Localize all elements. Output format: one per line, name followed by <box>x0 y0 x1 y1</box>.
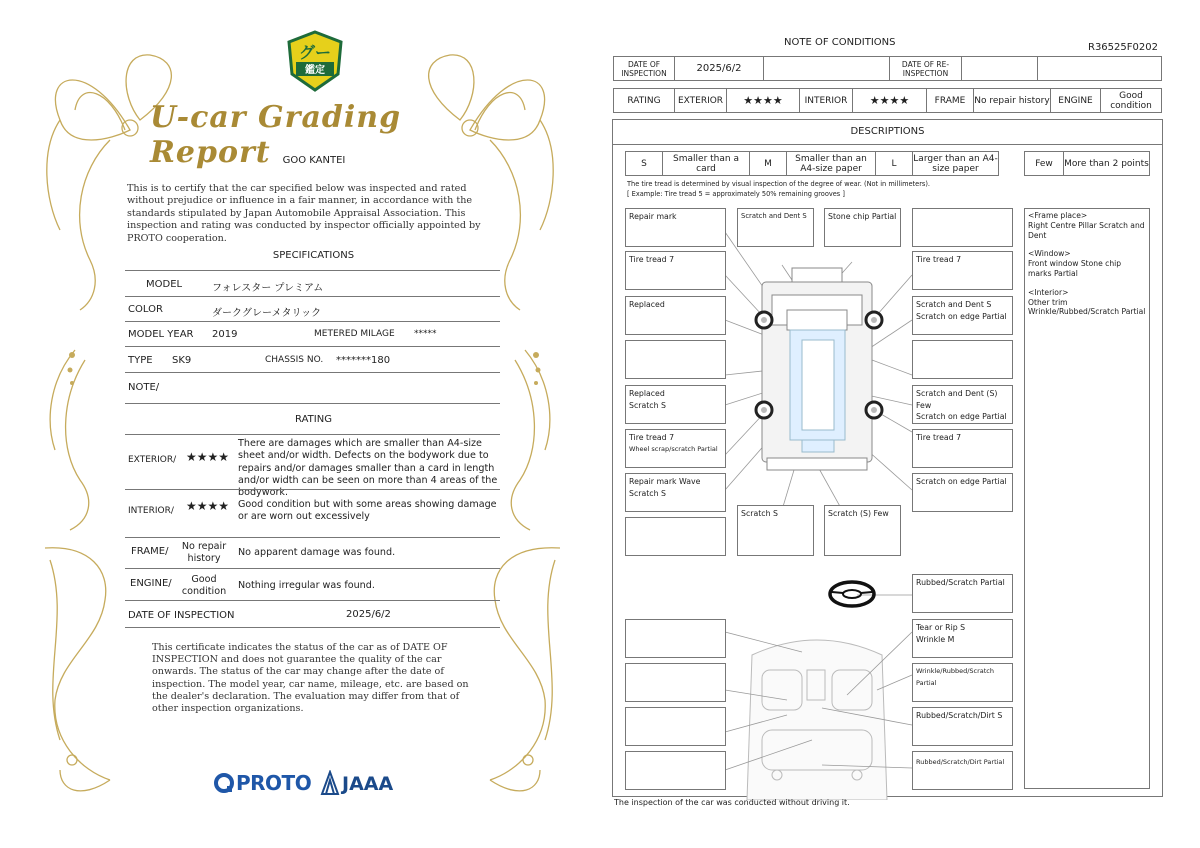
divider <box>125 296 500 297</box>
ext-box-text: Replaced <box>629 389 665 398</box>
ext-box-r7 <box>912 473 1013 512</box>
date-of-inspection-label: DATE OF INSPECTION <box>128 610 235 621</box>
ext-box-l3 <box>625 296 726 335</box>
window-note: Front window Stone chip marks Partial <box>1028 259 1122 278</box>
side-notes-box <box>1024 208 1150 789</box>
date-of-inspection-value: 2025/6/2 <box>346 609 391 620</box>
model-year-label: MODEL YEAR <box>128 329 194 340</box>
reinspection-blank-cell <box>961 56 1038 81</box>
ext-box-text: Scratch and Dent S <box>916 300 992 309</box>
jaaa-logo-text: JAAA <box>342 773 394 795</box>
ext-box-r1 <box>912 208 1013 247</box>
tire-example: [ Example: Tire tread 5 = approximately 50% remaining grooves ] <box>627 190 845 198</box>
steering-wheel-icon <box>830 582 874 606</box>
legend-l: L <box>875 151 913 176</box>
legend-m-desc: Smaller than an A4-size paper <box>786 151 876 176</box>
ext-box-text: Replaced <box>629 300 665 309</box>
interior-note-2: Wrinkle/Rubbed/Scratch Partial <box>1028 307 1146 317</box>
divider <box>125 372 500 373</box>
int-box-text: Rubbed/Scratch/Dirt S <box>916 711 1003 720</box>
model-year-value: 2019 <box>212 329 238 340</box>
divider <box>125 270 500 271</box>
ext-box-text: Scratch and Dent (S) Few <box>916 389 998 410</box>
int-box-l2 <box>625 663 726 702</box>
ext-box-text: Wheel scrap/scratch Partial <box>629 444 718 453</box>
type-label: TYPE <box>128 355 153 366</box>
int-box-text: Rubbed/Scratch Partial <box>916 578 1005 587</box>
frame-place-note: Right Centre Pillar Scratch and Dent <box>1028 220 1145 240</box>
frame-value: No repair history <box>181 541 227 564</box>
svg-text:鑑定: 鑑定 <box>305 65 325 76</box>
color-value: ダークグレーメタリック <box>212 308 322 319</box>
metered-milage-label: METERED MILAGE <box>314 329 395 339</box>
exterior-description: There are damages which are smaller than A4-size sheet and/or width. Defects on the bodywork due to repairs and/or damages smaller than a card in length and/or width can be seen on more than 4 areas of the bodywork. <box>238 438 498 499</box>
legend-few-desc: More than 2 points <box>1063 151 1150 176</box>
specifications-title: SPECIFICATIONS <box>272 250 355 261</box>
ext-box-l8 <box>625 517 726 556</box>
date-of-inspection-label: DATE OF INSPECTION <box>613 56 675 81</box>
divider <box>125 600 500 601</box>
frame-label: FRAME/ <box>131 546 169 557</box>
divider <box>125 489 500 490</box>
model-value: フォレスター プレミアム <box>212 283 324 294</box>
window-label: <Window> <box>1028 249 1071 259</box>
ext-box-text: Scratch on edge Partial <box>916 412 1007 421</box>
exterior-stars: ★★★★ <box>186 450 230 464</box>
rating-title: RATING <box>295 414 332 425</box>
int-box-text: Tear or Rip S <box>916 623 966 632</box>
metered-milage-value: ***** <box>414 329 437 339</box>
type-value: SK9 <box>172 355 192 366</box>
divider <box>125 627 500 628</box>
ext-box-text: Scratch on edge Partial <box>916 311 1007 321</box>
ext-box-b2 <box>824 505 901 556</box>
engine-label: ENGINE <box>1050 88 1101 113</box>
exterior-label: EXTERIOR <box>674 88 727 113</box>
chassis-value: *******180 <box>336 355 391 366</box>
ext-box-t1 <box>737 208 814 247</box>
engine-value: Good condition <box>181 574 227 597</box>
exterior-label: EXTERIOR/ <box>128 455 177 465</box>
ext-box-text: Stone chip Partial <box>828 212 897 221</box>
legend-l-desc: Larger than an A4-size paper <box>912 151 999 176</box>
report-subtitle: GOO KANTEI <box>282 155 346 166</box>
ext-box-text: Scratch on edge Partial <box>916 477 1007 486</box>
divider <box>125 434 500 435</box>
ext-box-r6 <box>912 429 1013 468</box>
divider <box>125 537 500 538</box>
ext-box-l2 <box>625 251 726 290</box>
ext-box-text: Scratch S <box>629 488 666 498</box>
report-title: U-car Grading Report <box>150 100 402 170</box>
ext-box-text: Tire tread 7 <box>916 255 962 264</box>
report-id: R36525F0202 <box>1088 42 1158 53</box>
int-box-text: Wrinkle/Rubbed/Scratch Partial <box>916 667 994 687</box>
divider <box>125 346 500 347</box>
color-label: COLOR <box>128 304 163 315</box>
model-label: MODEL <box>146 279 183 290</box>
ext-box-text: Tire tread 7 <box>916 433 962 442</box>
closing-text: This certificate indicates the status of the car as of DATE OF INSPECTION and does not guarantee the quality of the car onwards. The status of the car may change after the date of inspection. The model year, car name, mileage, etc. are based on the dealer's declaration. The evaluation may differ from that of other inspection organizations. <box>152 642 469 715</box>
reinspection-blank-cell <box>1037 56 1162 81</box>
interior-stars: ★★★★ <box>852 88 927 113</box>
engine-label: ENGINE/ <box>130 578 172 589</box>
ext-box-r2 <box>912 251 1013 290</box>
chassis-label: CHASSIS NO. <box>265 355 324 365</box>
ext-box-l1 <box>625 208 726 247</box>
ext-box-t2 <box>824 208 901 247</box>
ext-box-l5 <box>625 385 726 424</box>
frame-place-label: <Frame place> <box>1028 211 1088 220</box>
int-box-r4 <box>912 707 1013 746</box>
int-box-l1 <box>625 619 726 658</box>
exterior-stars: ★★★★ <box>726 88 800 113</box>
ext-box-l6 <box>625 429 726 468</box>
int-box-text: Wrinkle M <box>916 634 955 644</box>
legend-few: Few <box>1024 151 1064 176</box>
conditions-title: NOTE OF CONDITIONS <box>784 37 896 48</box>
ext-box-r4 <box>912 340 1013 379</box>
interior-stars: ★★★★ <box>186 499 230 513</box>
legend-s-desc: Smaller than a card <box>662 151 750 176</box>
descriptions-title: DESCRIPTIONS <box>612 119 1163 145</box>
interior-label: INTERIOR <box>799 88 853 113</box>
date-blank-cell <box>763 56 890 81</box>
int-box-r5 <box>912 751 1013 790</box>
ext-box-text: Scratch and Dent S <box>741 212 807 220</box>
ext-box-text: Scratch S <box>741 509 778 518</box>
int-box-text: Rubbed/Scratch/Dirt Partial <box>916 758 1005 766</box>
divider <box>125 403 500 404</box>
proto-logo-icon <box>213 772 235 794</box>
ext-box-text: Scratch (S) Few <box>828 509 889 518</box>
certification-text: This is to certify that the car specified below was inspected and rated without prejudice or influence in a fair manner, in accordance with the standards stipulated by Japan Automobile Appraisal Association. This inspection and rating was conducted by inspector officially appointed by PROTO cooperation. <box>127 183 481 244</box>
ext-box-text: Tire tread 7 <box>629 255 675 264</box>
int-box-r1 <box>912 574 1013 613</box>
int-box-r2 <box>912 619 1013 658</box>
inspection-footer-note: The inspection of the car was conducted without driving it. <box>614 798 850 807</box>
divider <box>125 568 500 569</box>
interior-note-1: Other trim <box>1028 297 1068 307</box>
int-box-l3 <box>625 707 726 746</box>
ext-box-b1 <box>737 505 814 556</box>
frame-description: No apparent damage was found. <box>238 547 396 558</box>
int-box-l4 <box>625 751 726 790</box>
ext-box-l7 <box>625 473 726 512</box>
legend-s: S <box>625 151 663 176</box>
frame-value: No repair history <box>973 88 1051 113</box>
engine-value: Good condition <box>1100 88 1162 113</box>
ext-box-l4 <box>625 340 726 379</box>
ext-box-text: Repair mark <box>629 212 677 221</box>
date-of-inspection-value: 2025/6/2 <box>674 56 764 81</box>
ext-box-text: Tire tread 7 <box>629 433 675 442</box>
engine-description: Nothing irregular was found. <box>238 580 375 591</box>
goo-kantei-badge <box>286 30 344 92</box>
tire-note: The tire tread is determined by visual inspection of the degree of wear. (Not in millimeters). <box>627 180 931 188</box>
svg-text:グー: グー <box>298 43 332 62</box>
legend-m: M <box>749 151 787 176</box>
divider <box>125 321 500 322</box>
jaaa-logo-icon <box>320 770 340 796</box>
interior-label: INTERIOR/ <box>128 506 174 516</box>
frame-label: FRAME <box>926 88 974 113</box>
interior-description: Good condition but with some areas showing damage or are worn out excessively <box>238 499 497 523</box>
ext-box-text: Scratch S <box>629 400 666 410</box>
ext-box-r5 <box>912 385 1013 424</box>
date-of-reinspection-label: DATE OF RE-INSPECTION <box>889 56 962 81</box>
int-box-r3 <box>912 663 1013 702</box>
note-label: NOTE/ <box>128 382 160 393</box>
ext-box-text: Repair mark Wave <box>629 477 701 486</box>
ext-box-r3 <box>912 296 1013 335</box>
interior-note-label: <Interior> <box>1028 287 1069 297</box>
proto-logo-text: PROTO <box>236 771 312 795</box>
rating-label: RATING <box>613 88 675 113</box>
